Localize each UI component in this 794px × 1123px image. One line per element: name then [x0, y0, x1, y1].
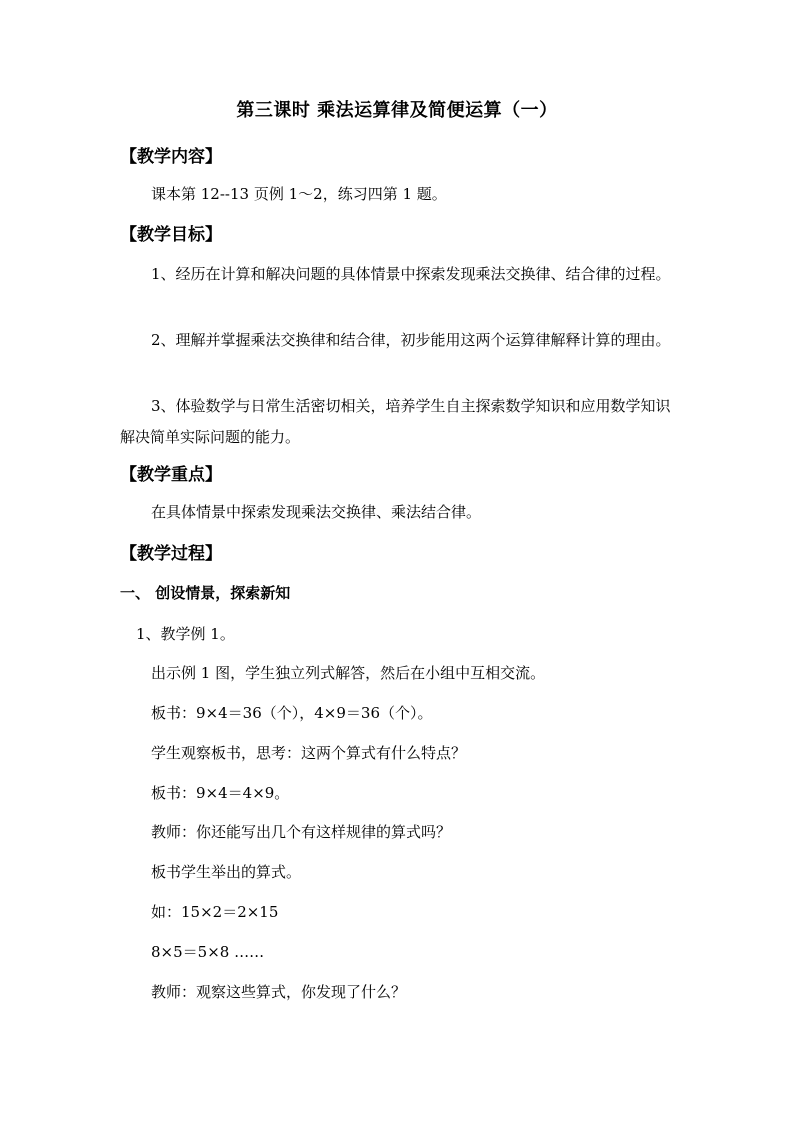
heading-teaching-goals: 【教学目标】 — [120, 225, 222, 245]
goal-2: 2、理解并掌握乘法交换律和结合律，初步能用这两个运算律解释计算的理由。 — [151, 331, 671, 349]
heading-teaching-key: 【教学重点】 — [120, 465, 222, 485]
page-title: 第三课时 乘法运算律及简便运算（一） — [236, 100, 558, 121]
line-a: 出示例 1 图，学生独立列式解答，然后在小组中互相交流。 — [151, 664, 546, 682]
line-i: 教师：观察这些算式，你发现了什么？ — [151, 983, 407, 1001]
teaching-key-text: 在具体情景中探索发现乘法交换律、乘法结合律。 — [151, 503, 482, 521]
line-d: 板书：9×4＝4×9。 — [151, 784, 290, 802]
line-e: 教师：你还能写出几个有这样规律的算式吗？ — [151, 823, 452, 841]
line-b: 板书：9×4＝36（个），4×9＝36（个）。 — [151, 704, 433, 722]
teaching-content-text: 课本第 12--13 页例 1～2，练习四第 1 题。 — [151, 185, 447, 203]
line-c: 学生观察板书，思考：这两个算式有什么特点？ — [151, 744, 467, 762]
heading-teaching-process: 【教学过程】 — [120, 544, 222, 564]
goal-1: 1、经历在计算和解决问题的具体情景中探索发现乘法交换律、结合律的过程。 — [151, 265, 671, 283]
line-h: 8×5＝5×8 …… — [151, 943, 265, 961]
part-one-heading: 一、 创设情景，探索新知 — [120, 584, 291, 602]
step-1: 1、教学例 1。 — [136, 625, 235, 643]
line-f: 板书学生举出的算式。 — [151, 863, 302, 881]
goal-3: 3、体验数学与日常生活密切相关，培养学生自主探索数学知识和应用数学知识解决简单实际问题的能力。 — [120, 397, 671, 446]
line-g: 如：15×2＝2×15 — [151, 903, 279, 921]
heading-teaching-content: 【教学内容】 — [120, 147, 222, 167]
